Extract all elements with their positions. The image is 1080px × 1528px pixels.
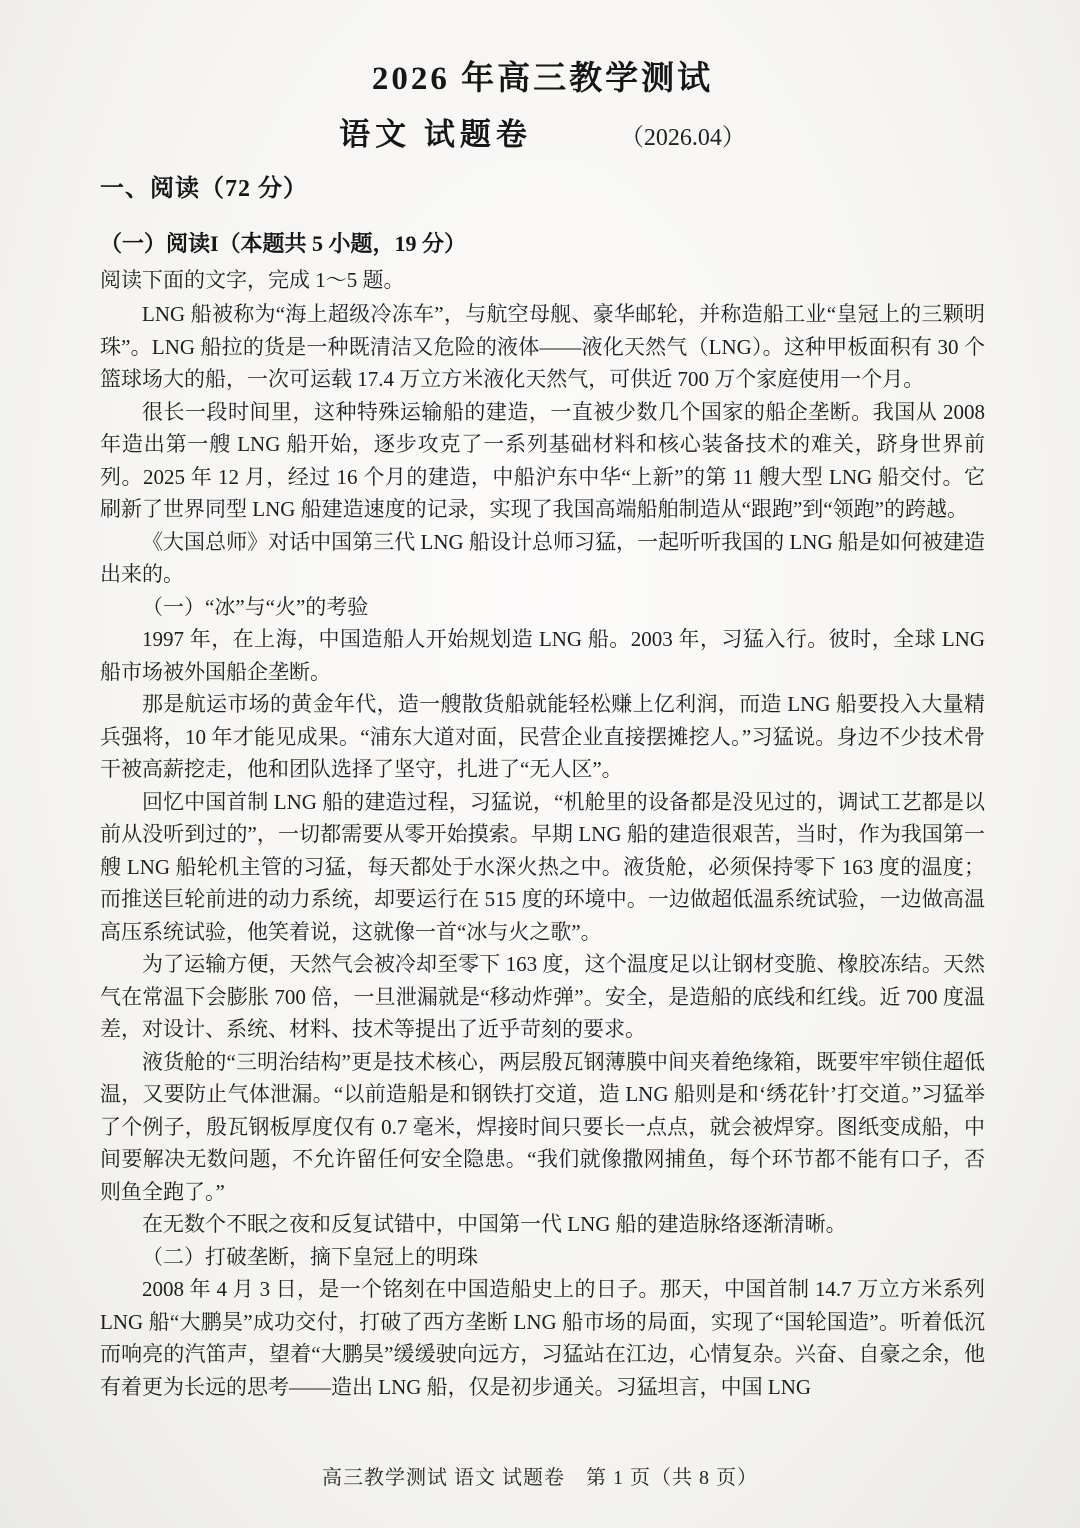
passage-paragraph: 为了运输方便，天然气会被冷却至零下 163 度，这个温度足以让钢材变脆、橡胶冻结。天然气在常温下会膨胀 700 倍，一旦泄漏就是“移动炸弹”。安全，是造船的底线和红线。近 700 度温差，对设计、系统、材料、技术等提出了近乎苛刻的要求。 xyxy=(100,952,985,1041)
passage-paragraph: 2008 年 4 月 3 日，是一个铭刻在中国造船史上的日子。那天，中国首制 14.7 万立方米系列 LNG 船“大鹏昊”成功交付，打破了西方垄断 LNG 船市场的局面，实现了“国轮国造”。听着低沉而响亮的汽笛声，望着“大鹏昊”缓缓驶向远方，习猛站在江边，心情复杂。兴奋、自豪之余，他有着更为长远的思考——造出 LNG 船，仅是初步通关。习猛坦言，中国 LNG xyxy=(100,1277,985,1399)
passage-subheading-2: （二）打破垄断，摘下皇冠上的明珠 xyxy=(142,1244,478,1269)
exam-subject: 语文 试题卷 xyxy=(339,117,532,152)
passage-paragraph: 在无数个不眠之夜和反复试错中，中国第一代 LNG 船的建造脉络逐渐清晰。 xyxy=(142,1212,847,1236)
passage-paragraph: 《大国总师》对话中国第三代 LNG 船设计总师习猛，一起听听我国的 LNG 船是如何被建造出来的。 xyxy=(100,529,985,586)
passage-paragraph: 1997 年，在上海，中国造船人开始规划造 LNG 船。2003 年，习猛入行。彼时，全球 LNG 船市场被外国船企垄断。 xyxy=(100,627,985,684)
exam-subtitle-row xyxy=(100,109,985,154)
reading-passage xyxy=(100,298,985,1403)
passage-paragraph: 那是航运市场的黄金年代，造一艘散货船就能轻松赚上亿利润，而造 LNG 船要投入大量精兵强将，10 年才能见成果。“浦东大道对面，民营企业直接摆摊挖人。”习猛说。身边不少技术骨干被高薪挖走，他和团队选择了坚守，扎进了“无人区”。 xyxy=(100,692,985,781)
passage-paragraph: LNG 船被称为“海上超级冷冻车”，与航空母舰、豪华邮轮，并称造船工业“皇冠上的三颗明珠”。LNG 船拉的货是一种既清洁又危险的液体——液化天然气（LNG）。这种甲板面积有 30 个篮球场大的船，一次可运载 17.4 万立方米液化天然气，可供近 700 万个家庭使用一个月。 xyxy=(100,302,985,391)
reading-instruction: 阅读下面的文字，完成 1～5 题。 xyxy=(100,268,405,292)
section-heading-reading: 一、阅读（72 分） xyxy=(100,176,308,202)
passage-paragraph: 液货舱的“三明治结构”更是技术核心，两层殷瓦钢薄膜中间夹着绝缘箱，既要牢牢锁住超低温，又要防止气体泄漏。“以前造船是和钢铁打交道，造 LNG 船则是和‘绣花针’打交道。”习猛举了个例子，殷瓦钢板厚度仅有 0.7 毫米，焊接时间只要长一点点，就会被焊穿。图纸变成船，中间要解决无数问题，不允许留任何安全隐患。“我们就像撒网捕鱼，每个环节都不能有口子，否则鱼全跑了。” xyxy=(100,1049,985,1204)
exam-title: 2026 年高三教学测试 xyxy=(371,61,714,97)
exam-date: （2026.04） xyxy=(619,125,746,151)
passage-paragraph: 回忆中国首制 LNG 船的建造过程，习猛说，“机舱里的设备都是没见过的，调试工艺都是以前从没听到过的”，一切都需要从零开始摸索。早期 LNG 船的建造很艰苦，当时，作为我国第一艘 LNG 船轮机主管的习猛，每天都处于水深火热之中。液货舱，必须保持零下 163 度的温度；而推送巨轮前进的动力系统，却要运行在 515 度的环境中。一边做超低温系统试验，一边做高温高压系统试验，他笑着说，这就像一首“冰与火之歌”。 xyxy=(100,789,985,944)
page-footer: 高三教学测试 语文 试题卷 第 1 页（共 8 页） xyxy=(322,1467,758,1489)
passage-paragraph: 很长一段时间里，这种特殊运输船的建造，一直被少数几个国家的船企垄断。我国从 2008 年造出第一艘 LNG 船开始，逐步攻克了一系列基础材料和核心装备技术的难关，跻身世界前列。2025 年 12 月，经过 16 个月的建造，中船沪东中华“上新”的第 11 艘大型 LNG 船交付。它刷新了世界同型 LNG 船建造速度的记录，实现了我国高端船舶制造从“跟跑”到“领跑”的跨越。 xyxy=(100,399,985,521)
part-heading-reading-1: （一）阅读I（本题共 5 小题，19 分） xyxy=(100,231,467,256)
passage-subheading-1: （一）“冰”与“火”的考验 xyxy=(142,594,369,619)
